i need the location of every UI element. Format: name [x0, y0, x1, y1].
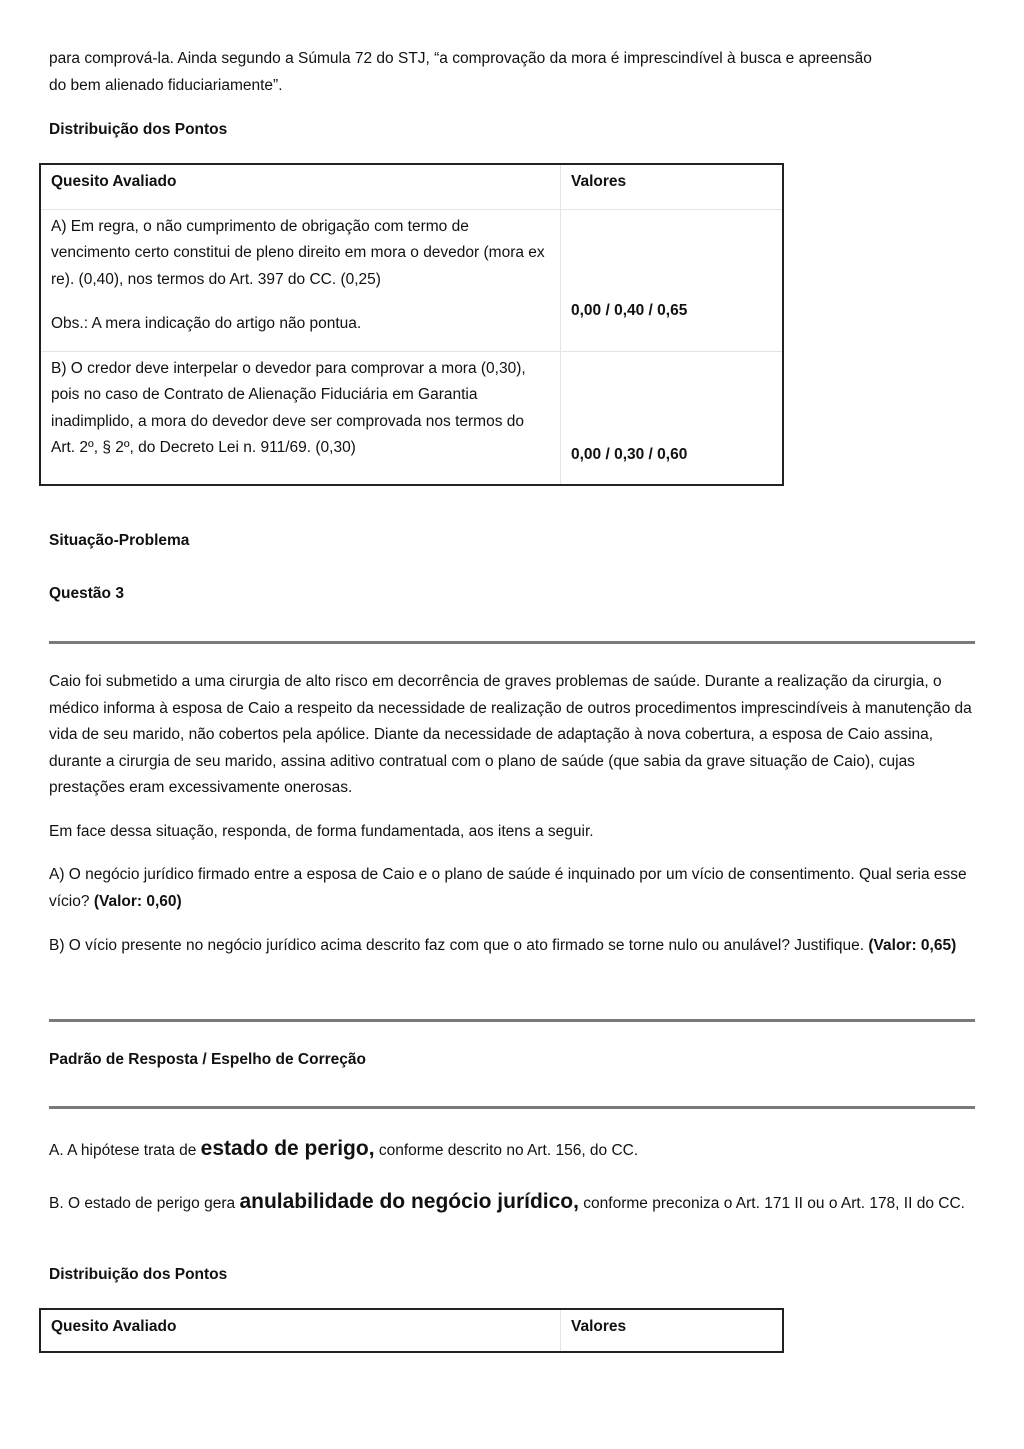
answer-b [49, 1189, 975, 1218]
table-row [40, 209, 783, 351]
item-a-value: (Valor: 0,60) [93, 892, 182, 910]
table-header-row [40, 164, 783, 209]
item-b-cell [40, 351, 561, 485]
question-item-a [49, 862, 975, 915]
intro-line-2: do bem alienado fiduciariamente”. [49, 76, 283, 94]
divider [49, 1019, 975, 1022]
answer-b-post: conforme preconiza o Art. 171 II ou o Art. 178, II do CC. [578, 1195, 965, 1212]
points-table-1 [39, 163, 784, 486]
col-header-values: Valores [561, 164, 784, 209]
table-header-row [40, 1309, 783, 1352]
item-a-criteria: A) Em regra, o não cumprimento de obrigação com termo de vencimento certo constitui de pleno direito em mora o devedor (mora ex re). (0,40), nos termos do Art. 397 do CC. (0,25) [51, 217, 545, 288]
answer-a-pre: A. A hipótese trata de [49, 1142, 201, 1159]
points-table-2 [39, 1308, 784, 1353]
col-header-values: Valores [561, 1309, 784, 1352]
answer-a-key: estado de perigo, [200, 1137, 375, 1160]
questao-heading: Questão 3 [49, 585, 124, 602]
answer-heading: Padrão de Resposta / Espelho de Correção [49, 1051, 366, 1068]
item-b-text: B) O vício presente no negócio jurídico acima descrito faz com que o ato firmado se torne nulo ou anulável? Justifique. [49, 937, 865, 954]
points-heading-2: Distribuição dos Pontos [49, 1266, 228, 1283]
answer-a-post: conforme descrito no Art. 156, do CC. [374, 1142, 639, 1159]
answer-a [49, 1136, 975, 1165]
divider [49, 641, 975, 644]
intro-paragraph [49, 46, 975, 99]
table-row [40, 351, 783, 485]
item-a-cell [40, 209, 561, 351]
question-instruction: Em face dessa situação, responda, de forma fundamentada, aos itens a seguir. [49, 823, 594, 840]
intro-line-1: para comprová-la. Ainda segundo a Súmula 72 do STJ, “a comprovação da mora é imprescindível à busca e apreensão [49, 50, 872, 67]
divider [49, 1106, 975, 1109]
situacao-heading: Situação-Problema [49, 532, 190, 549]
item-b-value: (Valor: 0,65) [868, 937, 957, 954]
item-b-values: 0,00 / 0,30 / 0,60 [561, 351, 784, 485]
item-a-obs: Obs.: A mera indicação do artigo não pontua. [51, 315, 362, 332]
answer-b-pre: B. O estado de perigo gera [49, 1195, 240, 1212]
col-header-item: Quesito Avaliado [40, 164, 561, 209]
answer-b-key: anulabilidade do negócio jurídico, [239, 1190, 579, 1213]
question-item-b [49, 933, 975, 960]
item-a-text: A) O negócio jurídico firmado entre a esposa de Caio e o plano de saúde é inquinado por um vício de consentimento. Qual seria esse vício? [49, 866, 967, 910]
col-header-item: Quesito Avaliado [40, 1309, 561, 1352]
item-b-criteria: B) O credor deve interpelar o devedor para comprovar a mora (0,30), pois no caso de Contrato de Alienação Fiduciária em Garantia inadimplido, a mora do devedor deve ser comprovada nos termos do Art. 2º, § 2º, do Decreto Lei n. 911/69. (0,30) [51, 359, 526, 456]
points-heading-1: Distribuição dos Pontos [49, 121, 228, 138]
question-statement: Caio foi submetido a uma cirurgia de alto risco em decorrência de graves problemas de saúde. Durante a realização da cirurgia, o médico informa à esposa de Caio a respeito da necessidade de realização de outros procedimentos imprescindíveis à manutenção da vida de seu marido, não cobertos pela apólice. Diante da necessidade de adaptação à nova cobertura, a esposa de Caio assina, durante a cirurgia de seu marido, assina aditivo contratual com o plano de saúde (que sabia da grave situação de Caio), cujas prestações eram excessivamente onerosas. [49, 673, 972, 796]
item-a-values: 0,00 / 0,40 / 0,65 [561, 209, 784, 351]
